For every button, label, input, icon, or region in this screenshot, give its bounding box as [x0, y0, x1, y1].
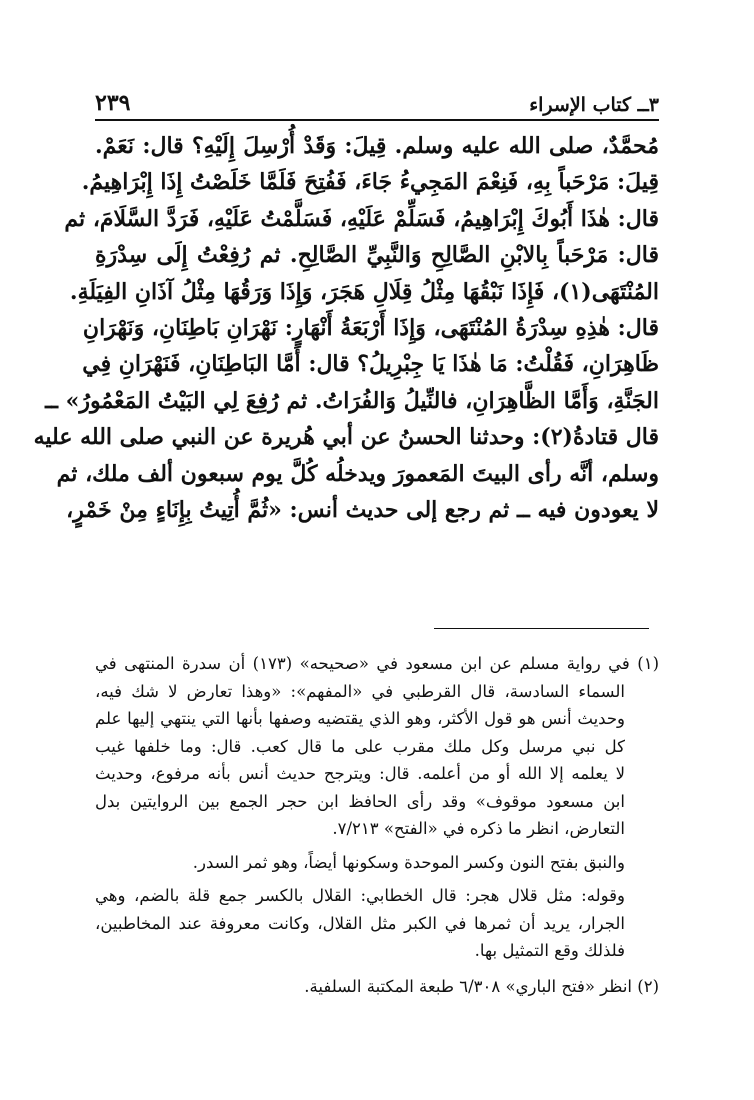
text-line: قِيلَ: مَرْحَباً بِهِ، فَنِعْمَ المَجِيءُ جَاءَ، فَفُتِحَ فَلَمَّا خَلَصْتُ إِذَا إِبْرَاهِيمُ.	[81, 169, 659, 196]
header-rule	[95, 119, 659, 121]
page-number: ٢٣٩	[95, 90, 131, 116]
footnote-2: (٢) انظر «فتح الباري» ٦/٣٠٨ طبعة المكتبة السلفية.	[304, 976, 659, 996]
footnote-1-line: التعارض، انظر ما ذكره في «الفتح» ٧/٢١٣.	[332, 819, 625, 838]
footnote-qilal-line: الجرار، يريد أن ثمرها في الكبر مثل القلال، وكانت معروفة عند المخاطبين،	[95, 913, 625, 933]
text-line: قال قتادةُ(٢): وحدثنا الحسنُ عن أبي هُريرة عن النبي صلى الله عليه	[33, 424, 659, 451]
footnote-1-line: كل نبي مرسل وكل ملك مقرب على ما قال كعب. قال: وما خلفها غيب	[95, 736, 625, 756]
footnote-qilal-line: وقوله: مثل قلال هجر: قال الخطابي: القلال بالكسر جمع قلة بالضم، وهي	[95, 886, 625, 905]
footnote-1-line: لا يعلمه إلا الله أو من أعلمه. قال: ويترجح حديث أنس بأنه مرفوع، وحديث	[95, 764, 625, 783]
page-header	[95, 82, 659, 116]
footnotes	[95, 650, 659, 1000]
text-line: الجَنَّةِ، وَأَمَّا الظَّاهِرَانِ، فالنِّيلُ وَالفُرَاتُ. ثم رُفِعَ لِي البَيْتُ المَعْمُورُ» ــ	[45, 387, 659, 414]
footnote-1-line: (١) في رواية مسلم عن ابن مسعود في «صحيحه» (١٧٣) أن سدرة المنتهى في	[95, 654, 659, 673]
text-line: ظَاهِرَانِ، فَقُلْتُ: مَا هٰذَا يَا جِبْرِيلُ؟ قال: أَمَّا البَاطِنَانِ، فَنَهْرَانِ فِي	[82, 351, 659, 378]
text-line: وسلم، أنَّه رأى البيتَ المَعمورَ ويدخلُه كُلَّ يوم سبعون ألف ملك، ثم	[56, 460, 659, 487]
text-line: قال: هٰذَا أَبُوكَ إِبْرَاهِيمُ، فَسَلِّمْ عَلَيْهِ، فَسَلَّمْتُ عَلَيْهِ، فَرَدَّ السَّلَامَ، ثم	[64, 205, 659, 232]
text-line: قال: مَرْحَباً بِالابْنِ الصَّالِحِ وَالنَّبِيِّ الصَّالِحِ. ثم رُفِعْتُ إِلَى سِدْرَةِ	[95, 242, 659, 269]
text-line: مُحمَّدٌ، صلى الله عليه وسلم. قِيلَ: وَقَدْ أُرْسِلَ إِلَيْهِ؟ قال: نَعَمْ.	[95, 133, 659, 159]
main-text	[33, 128, 659, 528]
text-line: لا يعودون فيه ــ ثم رجع إلى حديث أنس: «ثُمَّ أُتِيتُ بِإِنَاءٍ مِنْ خَمْرٍ،	[66, 496, 659, 523]
footnote-1-line: ابن مسعود موقوف» وقد رأى الحافظ ابن حجر الجمع بين الروايتين بدل	[95, 791, 625, 811]
footnote-nabq-note: والنبق بفتح النون وكسر الموحدة وسكونها أيضاً، وهو ثمر السدر.	[192, 852, 625, 872]
footnote-1-line: السماء السادسة، قال القرطبي في «المفهم»: «وهذا تعارض لا شك فيه،	[95, 681, 625, 701]
footnote-separator	[434, 628, 649, 629]
footnote-1-line: وحديث أنس هو قول الأكثر، وهو الذي يقتضيه وصفها بأنها التي ينتهي إليها علم	[95, 709, 625, 728]
chapter-title: ٣ــ كتاب الإسراء	[529, 94, 659, 116]
footnote-qilal-line: فلذلك وقع التمثيل بها.	[474, 941, 625, 960]
text-line: قال: هٰذِهِ سِدْرَةُ المُنْتَهَى، وَإِذَا أَرْبَعَةُ أَنْهَارٍ: نَهْرَانِ بَاطِنَانِ، وَنَهْرَانِ	[82, 314, 659, 341]
text-line: المُنْتَهَى(١)، فَإِذَا نَبْقُهَا مِثْلُ قِلَالِ هَجَرَ، وَإِذَا وَرَقُهَا مِثْلُ آذَانِ الفِيَلَةِ.	[69, 278, 659, 305]
